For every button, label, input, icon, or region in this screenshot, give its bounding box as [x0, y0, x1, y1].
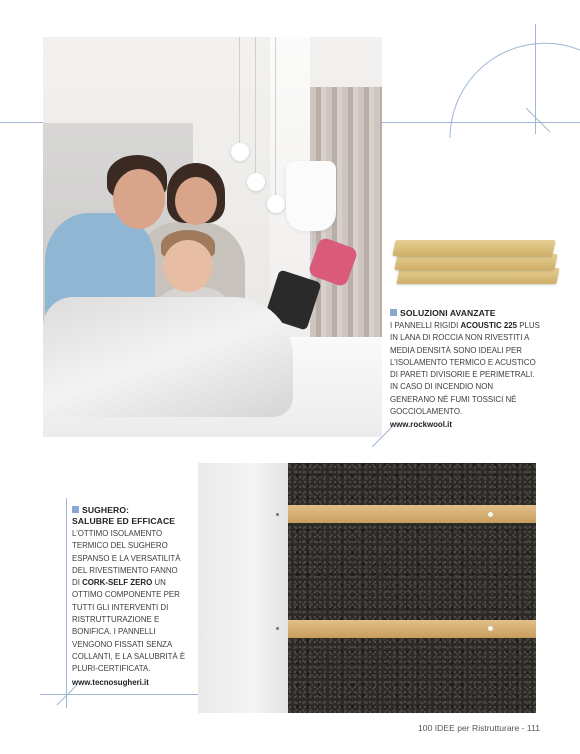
square-bullet-icon — [390, 309, 397, 316]
panel — [392, 240, 555, 256]
caption-cork-body — [72, 528, 187, 676]
caption-rockwool-body — [390, 320, 540, 418]
guide-line-top — [0, 122, 43, 123]
pendant-lamp — [267, 195, 285, 213]
plaster-wall — [198, 463, 288, 713]
caption-cork — [72, 505, 187, 687]
pendant-lamp — [247, 173, 265, 191]
product-name: ACOUSTIC 225 — [460, 321, 518, 330]
product-name: CORK-SELF ZERO — [82, 578, 153, 588]
square-bullet-icon — [72, 506, 79, 513]
woman-face — [175, 177, 217, 225]
caption-rockwool-title — [390, 308, 540, 319]
screw — [488, 626, 493, 631]
title-text: SUGHERO: — [82, 505, 130, 515]
rockwool-link[interactable]: www.rockwool.it — [390, 420, 452, 430]
pendant-wire — [275, 37, 276, 197]
curtain — [310, 87, 382, 377]
blanket — [43, 297, 293, 417]
wood-batten — [288, 620, 536, 638]
man-face — [113, 169, 165, 229]
tecnosugheri-link[interactable]: www.tecnosugheri.it — [72, 677, 149, 687]
family-bed-photo — [43, 37, 382, 437]
page-footer: 100 IDEE per Ristrutturare - 111 — [418, 723, 540, 733]
cork-wall-photo — [198, 463, 536, 713]
pendant-wire — [255, 37, 256, 177]
screw — [488, 512, 493, 517]
title-text: SOLUZIONI AVANZATE — [400, 308, 496, 318]
body-text: I PANNELLI RIGIDI — [390, 321, 461, 330]
nail — [276, 627, 279, 630]
caption-cork-title — [72, 505, 187, 527]
caption-rockwool — [390, 308, 540, 429]
rockwool-panels-image — [392, 228, 564, 290]
pendant-lamp — [231, 143, 249, 161]
body-text: UN OTTIMO COMPONENTE PER TUTTI GLI INTERVENTI DI RISTRUTTURAZIONE E BONIFICA. I PANNELLI VENGONO FISSATI SENZA COLLANTI, E LA SALUBRITÀ È PLURI-CERTIFICATA. — [72, 578, 186, 674]
title-text: SALUBRE ED EFFICACE — [72, 516, 176, 526]
panel — [394, 254, 557, 270]
child-face — [163, 240, 213, 292]
decorative-tick-2 — [55, 683, 79, 707]
wood-batten — [288, 505, 536, 523]
floor-lamp — [286, 161, 336, 231]
body-text: PLUS IN LANA DI ROCCIA NON RIVESTITI A MEDIA DENSITÀ SONO IDEALI PER L’ISOLAMENTO TERMICO E ACUSTICO DI PARETI DIVISORIE E PERIMETRALI. IN CASO DI INCENDIO NON GENERANO NÉ FUMI TOSSICI NÉ GOCCIOLAMENTO. — [390, 321, 540, 417]
decorative-arc — [440, 30, 580, 140]
body-text: L’OTTIMO ISOLAMENTO TERMICO DEL SUGHERO ESPANSO E LA VERSATILITÀ DEL RIVESTIMENTO FANNO DI — [72, 529, 181, 588]
guide-line-bottom-left — [40, 694, 198, 695]
nail — [276, 513, 279, 516]
pendant-wire — [239, 37, 240, 147]
cork-panel — [288, 463, 536, 713]
panel — [396, 268, 559, 284]
guide-line-vertical-left — [66, 498, 67, 708]
